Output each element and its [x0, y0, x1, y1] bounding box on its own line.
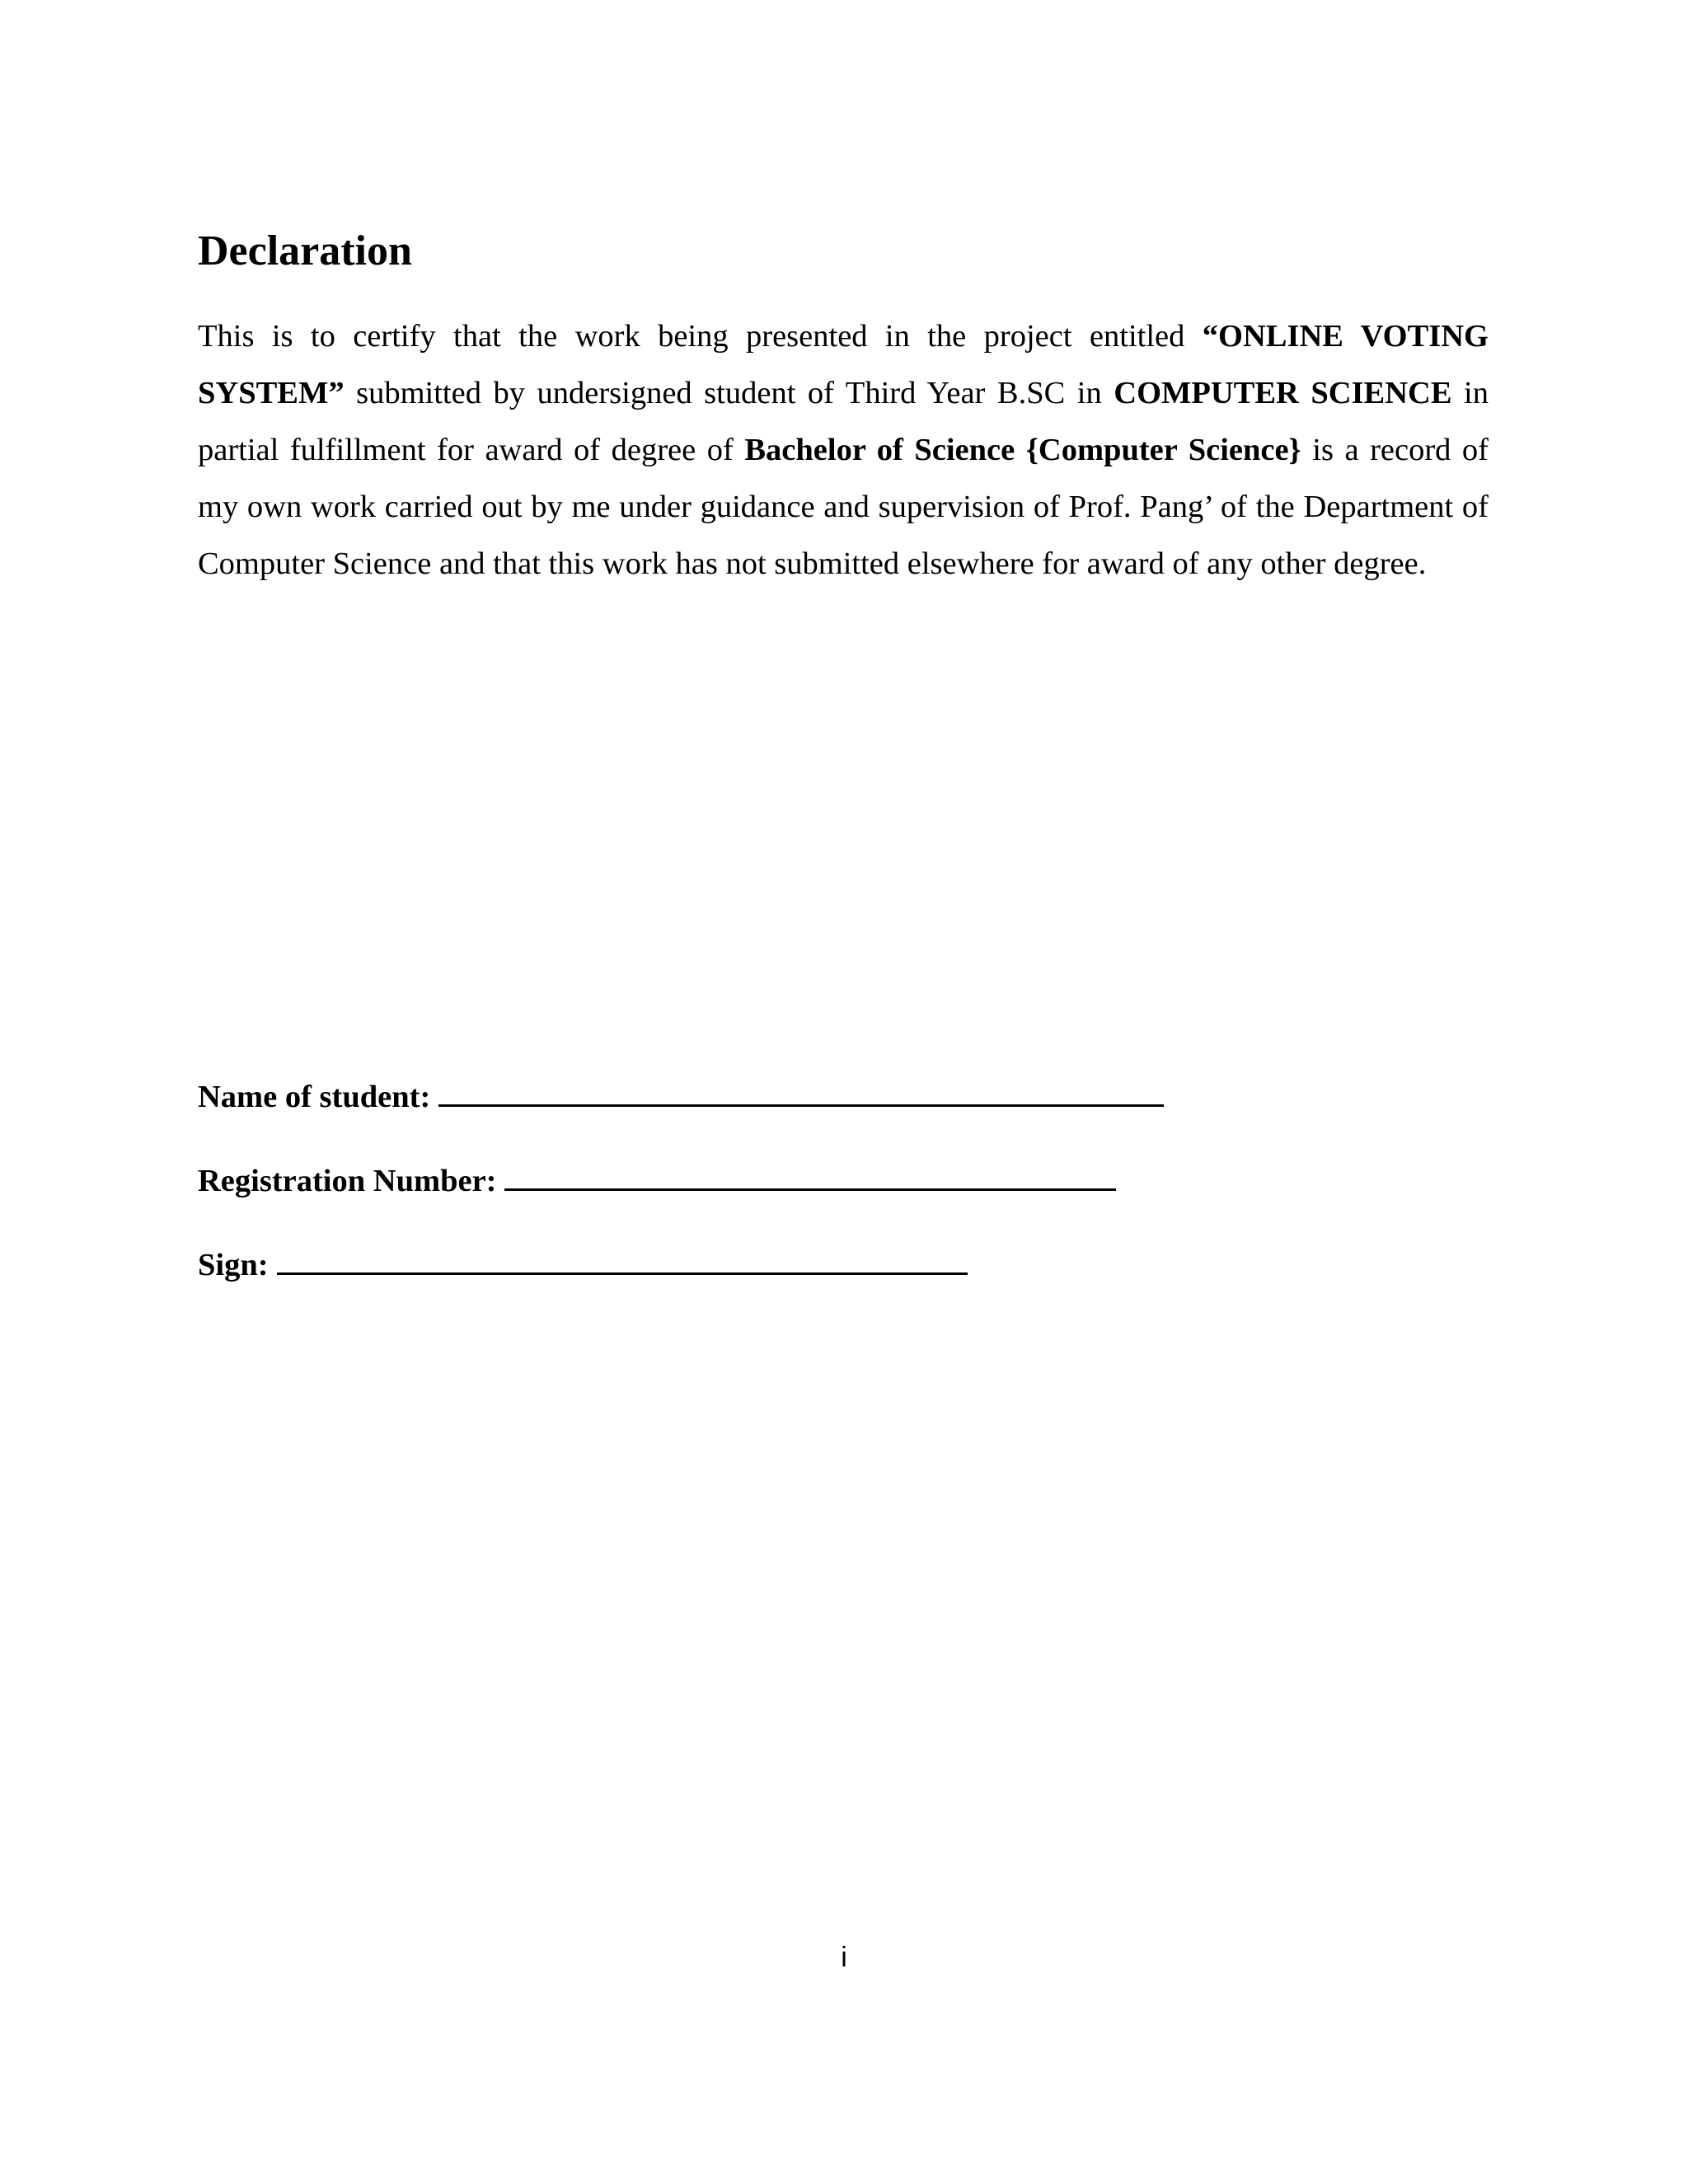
sign-label: Sign:: [198, 1248, 269, 1282]
paragraph-text-1: This is to certify that the work being presented in the project entitled: [198, 319, 1203, 354]
paragraph-text-3: in partial fulfillment for award of degree of: [198, 376, 1489, 467]
registration-number-field: [198, 1162, 1116, 1200]
student-name-field: [198, 1078, 1164, 1116]
paragraph-text-2: submitted by undersigned student of Third Year B.SC in: [344, 376, 1114, 410]
page-title: Declaration: [198, 227, 412, 274]
project-title: “ONLINE VOTING SYSTEM”: [198, 319, 1489, 410]
sign-blank-line: [277, 1272, 968, 1275]
page-number: i: [841, 1942, 847, 1973]
degree-name: Bachelor of Science {Computer Science}: [744, 433, 1301, 467]
student-name-blank-line: [438, 1104, 1164, 1107]
declaration-paragraph: [198, 308, 1489, 593]
student-name-label: Name of student:: [198, 1080, 431, 1114]
department-name: COMPUTER SCIENCE: [1114, 376, 1452, 410]
registration-number-label: Registration Number:: [198, 1164, 497, 1198]
sign-field: [198, 1246, 968, 1284]
paragraph-text-4: is a record of my own work carried out by me under guidance and supervision of Prof. Pang’ of the Department of Computer Science and that this work has not submitted elsewhere for award of any other degree.: [198, 433, 1489, 581]
registration-number-blank-line: [504, 1188, 1116, 1191]
